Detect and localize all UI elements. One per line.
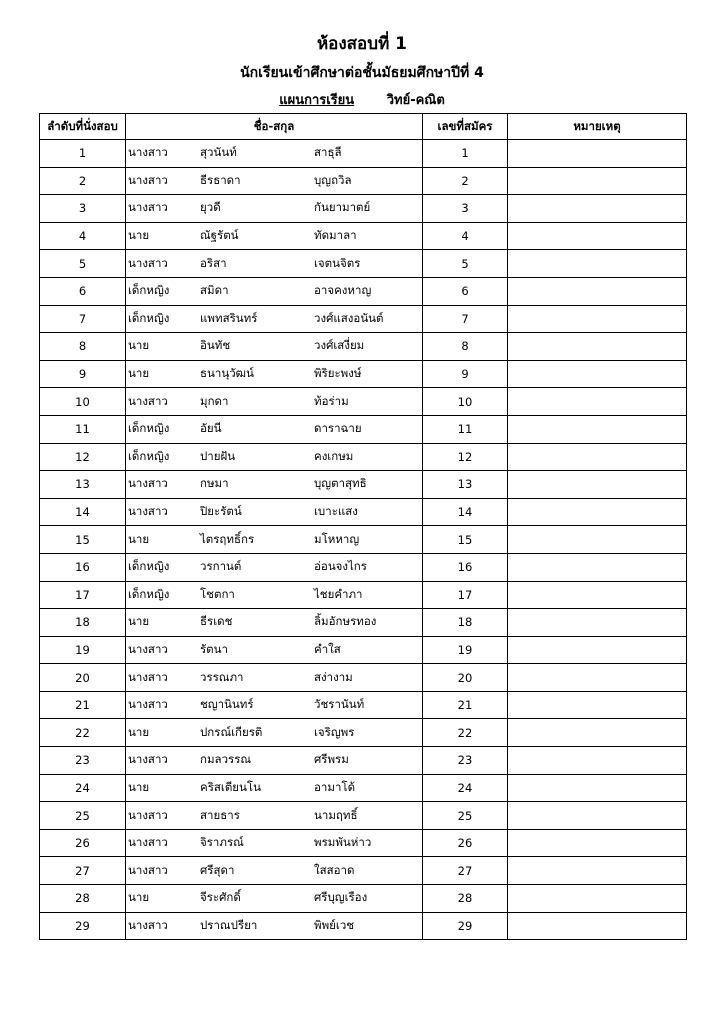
first-name: ศรีสุดา xyxy=(200,862,235,877)
table-row xyxy=(40,664,687,692)
student-name xyxy=(126,388,423,416)
table-row xyxy=(40,277,687,305)
application-number: 18 xyxy=(423,609,508,637)
application-number: 20 xyxy=(423,664,508,692)
first-name: กษมา xyxy=(200,476,229,491)
table-row xyxy=(40,443,687,471)
note-cell xyxy=(508,747,687,775)
table-row xyxy=(40,636,687,664)
application-number: 19 xyxy=(423,636,508,664)
seat-number: 29 xyxy=(40,912,126,940)
last-name: เจตนจิตร xyxy=(314,255,361,270)
seat-number: 4 xyxy=(40,222,126,250)
seat-number: 1 xyxy=(40,140,126,168)
application-number: 2 xyxy=(423,167,508,195)
note-cell xyxy=(508,388,687,416)
student-name xyxy=(126,719,423,747)
table-row xyxy=(40,719,687,747)
application-number: 16 xyxy=(423,553,508,581)
table-row xyxy=(40,829,687,857)
last-name: สาธุลี xyxy=(314,145,342,160)
table-row xyxy=(40,388,687,416)
note-cell xyxy=(508,857,687,885)
name-prefix: นางสาว xyxy=(128,172,168,187)
table-row xyxy=(40,471,687,499)
name-prefix: เด็กหญิง xyxy=(128,559,170,574)
note-cell xyxy=(508,167,687,195)
last-name: อามาโด้ xyxy=(314,779,356,794)
first-name: ชญานินทร์ xyxy=(200,697,254,712)
table-row xyxy=(40,333,687,361)
name-prefix: นางสาว xyxy=(128,504,168,519)
last-name: เจริญพร xyxy=(314,724,355,739)
last-name: สง่างาม xyxy=(314,669,353,684)
note-cell xyxy=(508,415,687,443)
seat-number: 24 xyxy=(40,774,126,802)
student-name xyxy=(126,415,423,443)
name-prefix: เด็กหญิง xyxy=(128,421,170,436)
student-name xyxy=(126,471,423,499)
student-name xyxy=(126,498,423,526)
seat-number: 28 xyxy=(40,885,126,913)
student-name xyxy=(126,664,423,692)
note-cell xyxy=(508,829,687,857)
note-cell xyxy=(508,802,687,830)
table-row xyxy=(40,167,687,195)
last-name: ศรีบุญเรือง xyxy=(314,890,368,905)
first-name: ธีรเดช xyxy=(200,614,233,629)
table-row xyxy=(40,415,687,443)
student-name xyxy=(126,250,423,278)
student-name xyxy=(126,802,423,830)
note-cell xyxy=(508,526,687,554)
last-name: กันยามาตย์ xyxy=(314,200,371,215)
plan-value: วิทย์-คณิต xyxy=(386,93,445,108)
note-cell xyxy=(508,553,687,581)
first-name: สุวนันท์ xyxy=(200,145,237,160)
application-number: 21 xyxy=(423,691,508,719)
first-name: ปิยะรัตน์ xyxy=(200,504,242,519)
first-name: คริสเตียนโน xyxy=(200,779,261,794)
note-cell xyxy=(508,443,687,471)
last-name: พิพย์เวช xyxy=(314,917,355,932)
student-name xyxy=(126,140,423,168)
first-name: ธนานุวัฒน์ xyxy=(200,366,254,381)
student-name xyxy=(126,885,423,913)
application-number: 13 xyxy=(423,471,508,499)
last-name: ลิ้มอักษรทอง xyxy=(314,614,377,629)
table-row xyxy=(40,885,687,913)
first-name: อัยนี xyxy=(200,421,222,436)
application-number: 4 xyxy=(423,222,508,250)
name-prefix: นางสาว xyxy=(128,835,168,850)
last-name: อาจคงหาญ xyxy=(314,283,372,298)
first-name: จีระศักดิ์ xyxy=(200,890,241,905)
seat-number: 18 xyxy=(40,609,126,637)
name-prefix: นางสาว xyxy=(128,200,168,215)
note-cell xyxy=(508,636,687,664)
note-cell xyxy=(508,250,687,278)
seat-number: 2 xyxy=(40,167,126,195)
seat-number: 22 xyxy=(40,719,126,747)
column-header-note: หมายเหตุ xyxy=(508,114,687,140)
name-prefix: เด็กหญิง xyxy=(128,283,170,298)
name-prefix: นาย xyxy=(128,338,150,353)
first-name: ณัฐรัตน์ xyxy=(200,228,239,243)
name-prefix: นาย xyxy=(128,531,150,546)
first-name: ไตรฤทธิ์กร xyxy=(200,531,255,546)
note-cell xyxy=(508,195,687,223)
note-cell xyxy=(508,581,687,609)
last-name: บุญตาสุทธิ xyxy=(314,476,367,491)
table-row xyxy=(40,305,687,333)
seat-number: 3 xyxy=(40,195,126,223)
name-prefix: นาย xyxy=(128,724,150,739)
first-name: จิราภรณ์ xyxy=(200,835,244,850)
student-name xyxy=(126,305,423,333)
table-header-row xyxy=(40,114,687,140)
column-header-application: เลขที่สมัคร xyxy=(423,114,508,140)
table-row xyxy=(40,774,687,802)
first-name: วรกานต์ xyxy=(200,559,242,574)
table-row xyxy=(40,140,687,168)
note-cell xyxy=(508,498,687,526)
room-title: ห้องสอบที่ 1 xyxy=(316,34,408,54)
application-number: 25 xyxy=(423,802,508,830)
last-name: เบาะแสง xyxy=(314,504,358,519)
name-prefix: นางสาว xyxy=(128,145,168,160)
application-number: 26 xyxy=(423,829,508,857)
note-cell xyxy=(508,664,687,692)
student-name xyxy=(126,222,423,250)
last-name: พรมพันห่าว xyxy=(314,835,372,850)
seat-number: 15 xyxy=(40,526,126,554)
student-name xyxy=(126,333,423,361)
name-prefix: เด็กหญิง xyxy=(128,310,170,325)
last-name: วัชรานันท์ xyxy=(314,697,365,712)
column-header-seat: ลำดับที่นั่งสอบ xyxy=(40,114,126,140)
application-number: 9 xyxy=(423,360,508,388)
table-row xyxy=(40,222,687,250)
last-name: บุญถวิล xyxy=(314,172,352,187)
note-cell xyxy=(508,774,687,802)
first-name: ปราณปรียา xyxy=(200,917,258,932)
application-number: 8 xyxy=(423,333,508,361)
student-name xyxy=(126,636,423,664)
table-row xyxy=(40,912,687,940)
student-name xyxy=(126,691,423,719)
last-name: ใสสอาด xyxy=(314,862,355,877)
name-prefix: นาย xyxy=(128,890,150,905)
name-prefix: นางสาว xyxy=(128,476,168,491)
note-cell xyxy=(508,609,687,637)
last-name: ดาราฉาย xyxy=(314,421,362,436)
student-name xyxy=(126,581,423,609)
table-row xyxy=(40,498,687,526)
name-prefix: นาย xyxy=(128,614,150,629)
name-prefix: นางสาว xyxy=(128,641,168,656)
application-number: 11 xyxy=(423,415,508,443)
student-name xyxy=(126,609,423,637)
last-name: ไชยคำภา xyxy=(314,586,363,601)
application-number: 22 xyxy=(423,719,508,747)
table-row xyxy=(40,691,687,719)
table-row xyxy=(40,250,687,278)
first-name: อินทัช xyxy=(200,338,231,353)
note-cell xyxy=(508,471,687,499)
last-name: คงเกษม xyxy=(314,448,354,463)
note-cell xyxy=(508,912,687,940)
name-prefix: นางสาว xyxy=(128,669,168,684)
application-number: 10 xyxy=(423,388,508,416)
first-name: มุกดา xyxy=(200,393,229,408)
application-number: 5 xyxy=(423,250,508,278)
student-name xyxy=(126,277,423,305)
student-name xyxy=(126,747,423,775)
note-cell xyxy=(508,719,687,747)
student-name xyxy=(126,857,423,885)
last-name: พิริยะพงษ์ xyxy=(314,366,362,381)
table-row xyxy=(40,747,687,775)
table-row xyxy=(40,526,687,554)
seat-number: 12 xyxy=(40,443,126,471)
last-name: ศรีพรม xyxy=(314,752,349,767)
application-number: 7 xyxy=(423,305,508,333)
table-row xyxy=(40,802,687,830)
table-row xyxy=(40,609,687,637)
name-prefix: นางสาว xyxy=(128,862,168,877)
application-number: 27 xyxy=(423,857,508,885)
table-row xyxy=(40,360,687,388)
application-number: 15 xyxy=(423,526,508,554)
note-cell xyxy=(508,885,687,913)
first-name: โชตกา xyxy=(200,586,235,601)
table-row xyxy=(40,195,687,223)
table-row xyxy=(40,553,687,581)
name-prefix: นางสาว xyxy=(128,697,168,712)
first-name: สายธาร xyxy=(200,807,240,822)
application-number: 28 xyxy=(423,885,508,913)
seat-number: 26 xyxy=(40,829,126,857)
seat-number: 8 xyxy=(40,333,126,361)
last-name: วงศ์แสงอนันต์ xyxy=(314,310,384,325)
note-cell xyxy=(508,360,687,388)
application-number: 14 xyxy=(423,498,508,526)
first-name: ปายฝัน xyxy=(200,448,236,463)
first-name: วรรณภา xyxy=(200,669,244,684)
last-name: อ่อนจงไกร xyxy=(314,559,367,574)
seat-number: 16 xyxy=(40,553,126,581)
student-name xyxy=(126,167,423,195)
plan-line xyxy=(0,89,724,110)
table-row xyxy=(40,581,687,609)
table-row xyxy=(40,857,687,885)
application-number: 3 xyxy=(423,195,508,223)
name-prefix: นาย xyxy=(128,366,150,381)
name-prefix: นางสาว xyxy=(128,393,168,408)
page-subtitle: นักเรียนเข้าศึกษาต่อชั้นมัธยมศึกษาปีที่ 4 xyxy=(240,65,484,81)
note-cell xyxy=(508,222,687,250)
first-name: กมลวรรณ xyxy=(200,752,252,767)
first-name: รัตนา xyxy=(200,641,228,656)
seat-number: 25 xyxy=(40,802,126,830)
application-number: 29 xyxy=(423,912,508,940)
last-name: ท้อร่าม xyxy=(314,393,349,408)
application-number: 12 xyxy=(423,443,508,471)
student-name xyxy=(126,443,423,471)
seat-number: 27 xyxy=(40,857,126,885)
seat-number: 17 xyxy=(40,581,126,609)
name-prefix: เด็กหญิง xyxy=(128,448,170,463)
student-name xyxy=(126,912,423,940)
application-number: 6 xyxy=(423,277,508,305)
student-name xyxy=(126,526,423,554)
first-name: สมิดา xyxy=(200,283,229,298)
name-prefix: นางสาว xyxy=(128,752,168,767)
seat-number: 23 xyxy=(40,747,126,775)
name-prefix: นางสาว xyxy=(128,807,168,822)
note-cell xyxy=(508,305,687,333)
seating-table xyxy=(39,113,687,940)
first-name: ธีรธาดา xyxy=(200,172,241,187)
seat-number: 13 xyxy=(40,471,126,499)
plan-label: แผนการเรียน xyxy=(279,93,355,108)
last-name: ทัดมาลา xyxy=(314,228,357,243)
last-name: มโหหาญ xyxy=(314,531,360,546)
student-name xyxy=(126,360,423,388)
first-name: อริสา xyxy=(200,255,227,270)
seat-number: 5 xyxy=(40,250,126,278)
seat-number: 20 xyxy=(40,664,126,692)
student-name xyxy=(126,774,423,802)
last-name: วงศ์เสงี่ยม xyxy=(314,338,365,353)
student-name xyxy=(126,195,423,223)
first-name: แพทสรินทร์ xyxy=(200,310,258,325)
seat-number: 7 xyxy=(40,305,126,333)
name-prefix: นาย xyxy=(128,779,150,794)
seat-number: 21 xyxy=(40,691,126,719)
seat-number: 9 xyxy=(40,360,126,388)
seat-number: 6 xyxy=(40,277,126,305)
name-prefix: เด็กหญิง xyxy=(128,586,170,601)
seat-number: 10 xyxy=(40,388,126,416)
first-name: ยุวดี xyxy=(200,200,221,215)
last-name: นามฤทธิ์ xyxy=(314,807,358,822)
student-name xyxy=(126,829,423,857)
name-prefix: นางสาว xyxy=(128,255,168,270)
name-prefix: นาย xyxy=(128,228,150,243)
application-number: 1 xyxy=(423,140,508,168)
application-number: 17 xyxy=(423,581,508,609)
seat-number: 14 xyxy=(40,498,126,526)
seat-number: 11 xyxy=(40,415,126,443)
last-name: คำใส xyxy=(314,641,341,656)
student-name xyxy=(126,553,423,581)
note-cell xyxy=(508,691,687,719)
name-prefix: นางสาว xyxy=(128,917,168,932)
note-cell xyxy=(508,140,687,168)
application-number: 23 xyxy=(423,747,508,775)
note-cell xyxy=(508,333,687,361)
column-header-name: ชื่อ-สกุล xyxy=(126,114,423,140)
note-cell xyxy=(508,277,687,305)
seat-number: 19 xyxy=(40,636,126,664)
first-name: ปกรณ์เกียรติ xyxy=(200,724,263,739)
application-number: 24 xyxy=(423,774,508,802)
